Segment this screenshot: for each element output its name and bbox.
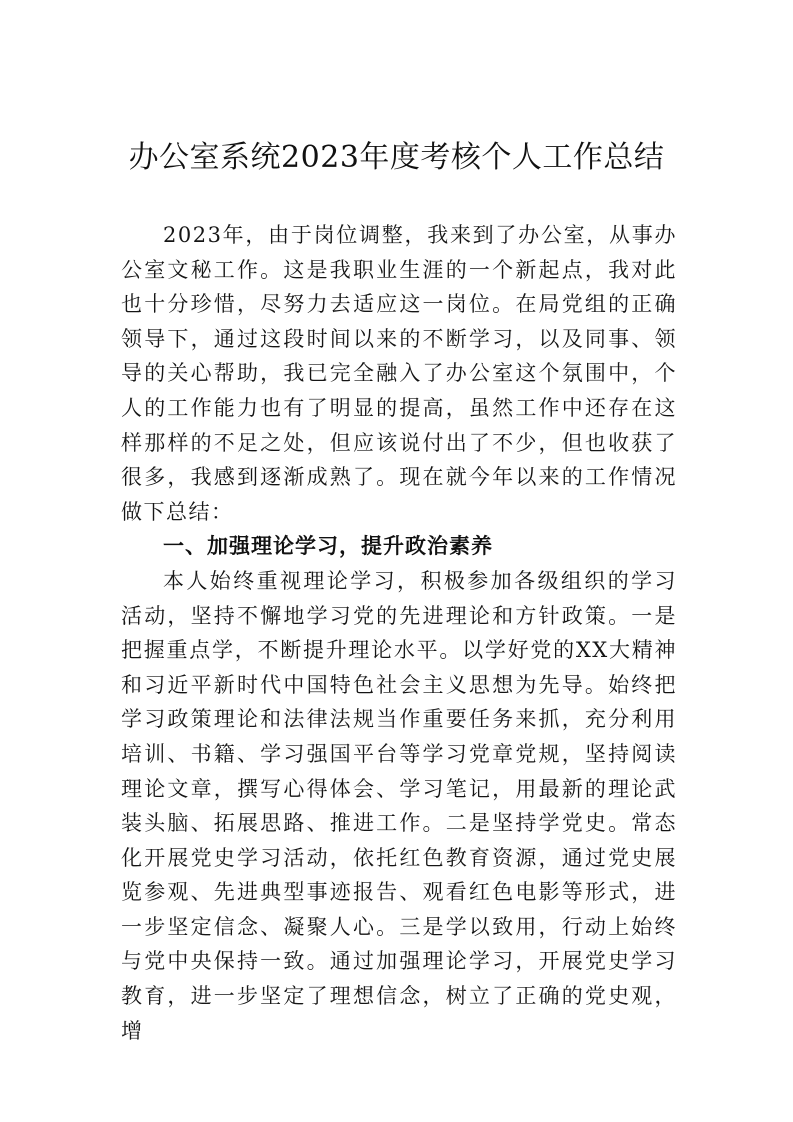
section-paragraph: 本人始终重视理论学习，积极参加各级组织的学习活动，坚持不懈地学习党的先进理论和方针政策。一是把握重点学，不断提升理论水平。以学好党的XX大精神和习近平新时代中国特色社会主义思想为先导。始终把学习政策理论和法律法规当作重要任务来抓，充分利用培训、书籍、学习强国平台等学习党章党规，坚持阅读理论文章，撰写心得体会、学习笔记，用最新的理论武装头脑、拓展思路、推进工作。二是坚持学党史。常态化开展党史学习活动，依托红色教育资源，通过党史展览参观、先进典型事迹报告、观看红色电影等形式，进一步坚定信念、凝聚人心。三是学以致用，行动上始终与党中央保持一致。通过加强理论学习，开展党史学习教育，进一步坚定了理想信念，树立了正确的党史观，增 [121,568,677,1043]
section-heading: 一、加强理论学习，提升政治素养 [163,534,493,559]
document-title: 办公室系统2023年度考核个人工作总结 [128,140,665,175]
document-body [121,218,677,1048]
intro-paragraph: 2023年，由于岗位调整，我来到了办公室，从事办公室文秘工作。这是我职业生涯的一个新起点，我对此也十分珍惜，尽努力去适应这一岗位。在局党组的正确领导下，通过这段时间以来的不断学习，以及同事、领导的关心帮助，我已完全融入了办公室这个氛围中，个人的工作能力也有了明显的提高，虽然工作中还存在这样那样的不足之处，但应该说付出了不少，但也收获了很多，我感到逐渐成熟了。现在就今年以来的工作情况做下总结： [121,223,677,524]
